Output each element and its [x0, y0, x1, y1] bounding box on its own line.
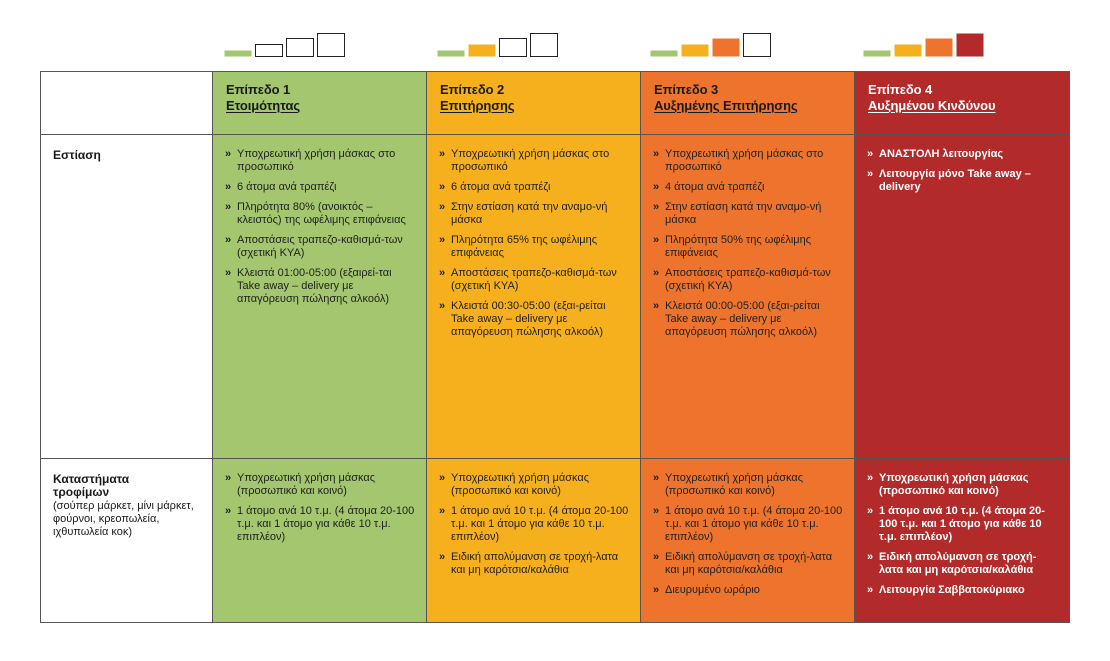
- row-label: Καταστήματα τροφίμων: [53, 472, 130, 499]
- measure-item: » Υποχρεωτική χρήση μάσκας στο προσωπικό: [653, 148, 844, 174]
- measure-item: » Υποχρεωτική χρήση μάσκας στο προσωπικό: [225, 148, 416, 174]
- level-indicator-bars: [437, 33, 559, 57]
- indicator-bar: [438, 51, 465, 57]
- level-indicator-bars: [650, 33, 772, 57]
- cell-food-level-4: [855, 459, 1070, 623]
- cell-food-level-1: [213, 459, 427, 623]
- measure-item: » Ειδική απολύμανση σε τροχή-λατα και μη καρότσια/καλάθια: [439, 551, 630, 577]
- level-2-number: Επίπεδο 2: [440, 82, 505, 97]
- row-sublabel: (σούπερ μάρκετ, μίνι μάρκετ, φούρνοι, κρεοπωλεία, ιχθυπωλεία κοκ): [53, 500, 194, 538]
- measure-item: » Πληρότητα 50% της ωφέλιμης επιφάνειας: [653, 234, 844, 260]
- measure-item: » Αποστάσεις τραπεζο-καθισμά-των (σχετική ΚΥΑ): [225, 234, 416, 260]
- row-food-stores: [41, 459, 1070, 623]
- indicator-bar: [225, 51, 252, 57]
- row-label-cell: [41, 459, 213, 623]
- level-indicator-bars: [224, 33, 346, 57]
- measure-item: » Διευρυμένο ωράριο: [653, 584, 844, 597]
- indicator-bar: [287, 39, 314, 57]
- measure-item: » ΑΝΑΣΤΟΛΗ λειτουργίας: [867, 148, 1059, 161]
- measure-list: [427, 135, 640, 339]
- cell-food-level-3: [641, 459, 855, 623]
- row-label-cell: [41, 135, 213, 459]
- measure-item: » 6 άτομα ανά τραπέζι: [439, 181, 630, 194]
- measure-list: [641, 459, 854, 597]
- level-2-indicator: [437, 33, 559, 55]
- measure-item: » 1 άτομο ανά 10 τ.μ. (4 άτομα 20-100 τ.μ. και 1 άτομο για κάθε 10 τ.μ. επιπλέον): [439, 505, 630, 544]
- measure-item: » Κλειστά 00:30-05:00 (εξαι-ρείται Take away – delivery με απαγόρευση πώλησης αλκοόλ): [439, 300, 630, 339]
- measure-item: » Λειτουργία Σαββατοκύριακο: [867, 584, 1059, 597]
- level-4-name: Αυξημένου Κινδύνου: [868, 98, 996, 113]
- cell-estiasi-level-2: [427, 135, 641, 459]
- level-3-header: [641, 72, 855, 135]
- measure-item: » Ειδική απολύμανση σε τροχή-λατα και μη καρότσια/καλάθια: [867, 551, 1059, 577]
- indicator-bar: [469, 45, 496, 57]
- level-2-name: Επιτήρησης: [440, 98, 515, 113]
- indicator-bar: [895, 45, 922, 57]
- measures-table: [40, 71, 1070, 623]
- indicator-bar: [926, 39, 953, 57]
- measure-list: [213, 459, 426, 544]
- measure-item: » Υποχρεωτική χρήση μάσκας (προσωπικό και κοινό): [653, 472, 844, 498]
- header-row: [41, 72, 1070, 135]
- measure-item: » Αποστάσεις τραπεζο-καθισμά-των (σχετική ΚΥΑ): [439, 267, 630, 293]
- cell-food-level-2: [427, 459, 641, 623]
- measure-item: » Υποχρεωτική χρήση μάσκας στο προσωπικό: [439, 148, 630, 174]
- measure-list: [855, 459, 1069, 597]
- indicator-bar: [318, 34, 345, 57]
- indicator-bar: [500, 39, 527, 57]
- indicator-bar: [957, 34, 984, 57]
- indicator-bar: [744, 34, 771, 57]
- measure-item: » Υποχρεωτική χρήση μάσκας (προσωπικό και κοινό): [867, 472, 1059, 498]
- level-1-header: [213, 72, 427, 135]
- indicator-bar: [256, 45, 283, 57]
- level-1-indicator: [224, 33, 346, 55]
- measure-list: [855, 135, 1069, 194]
- level-4-header: [855, 72, 1070, 135]
- row-estiasi: [41, 135, 1070, 459]
- measure-list: [641, 135, 854, 339]
- cell-estiasi-level-3: [641, 135, 855, 459]
- cell-estiasi-level-4: [855, 135, 1070, 459]
- row-label: Εστίαση: [53, 148, 101, 162]
- measure-item: » Αποστάσεις τραπεζο-καθισμά-των (σχετική ΚΥΑ): [653, 267, 844, 293]
- level-3-number: Επίπεδο 3: [654, 82, 719, 97]
- level-4-indicator: [863, 33, 985, 55]
- indicator-bar: [651, 51, 678, 57]
- indicator-bar: [682, 45, 709, 57]
- measure-item: » Κλειστά 00:00-05:00 (εξαι-ρείται Take away – delivery με απαγόρευση πώλησης αλκοόλ): [653, 300, 844, 339]
- indicator-bar: [713, 39, 740, 57]
- indicator-bar: [531, 34, 558, 57]
- measure-item: » 4 άτομα ανά τραπέζι: [653, 181, 844, 194]
- measure-item: » Κλειστά 01:00-05:00 (εξαιρεί-ται Take away – delivery με απαγόρευση πώλησης αλκοόλ): [225, 267, 416, 306]
- header-empty-cell: [41, 72, 213, 135]
- indicator-bar: [864, 51, 891, 57]
- level-2-header: [427, 72, 641, 135]
- measure-item: » 1 άτομο ανά 10 τ.μ. (4 άτομα 20-100 τ.μ. και 1 άτομο για κάθε 10 τ.μ. επιπλέον): [867, 505, 1059, 544]
- measure-item: » Στην εστίαση κατά την αναμο-νή μάσκα: [439, 201, 630, 227]
- measure-item: » Στην εστίαση κατά την αναμο-νή μάσκα: [653, 201, 844, 227]
- level-4-number: Επίπεδο 4: [868, 82, 933, 97]
- level-1-number: Επίπεδο 1: [226, 82, 291, 97]
- level-3-name: Αυξημένης Επιτήρησης: [654, 98, 798, 113]
- measure-item: » Ειδική απολύμανση σε τροχή-λατα και μη καρότσια/καλάθια: [653, 551, 844, 577]
- cell-estiasi-level-1: [213, 135, 427, 459]
- measure-item: » Λειτουργία μόνο Take away – delivery: [867, 168, 1059, 194]
- level-1-name: Ετοιμότητας: [226, 98, 301, 113]
- measure-item: » 6 άτομα ανά τραπέζι: [225, 181, 416, 194]
- measure-item: » Υποχρεωτική χρήση μάσκας (προσωπικό και κοινό): [225, 472, 416, 498]
- measure-item: » Πληρότητα 65% της ωφέλιμης επιφάνειας: [439, 234, 630, 260]
- measure-list: [213, 135, 426, 306]
- measure-item: » 1 άτομο ανά 10 τ.μ. (4 άτομα 20-100 τ.μ. και 1 άτομο για κάθε 10 τ.μ. επιπλέον): [225, 505, 416, 544]
- measure-item: » Υποχρεωτική χρήση μάσκας (προσωπικό και κοινό): [439, 472, 630, 498]
- measure-list: [427, 459, 640, 577]
- level-indicator-bars: [863, 33, 985, 57]
- measure-item: » Πληρότητα 80% (ανοικτός – κλειστός) της ωφέλιμης επιφάνειας: [225, 201, 416, 227]
- measure-item: » 1 άτομο ανά 10 τ.μ. (4 άτομα 20-100 τ.μ. και 1 άτομο για κάθε 10 τ.μ. επιπλέον): [653, 505, 844, 544]
- level-3-indicator: [650, 33, 772, 55]
